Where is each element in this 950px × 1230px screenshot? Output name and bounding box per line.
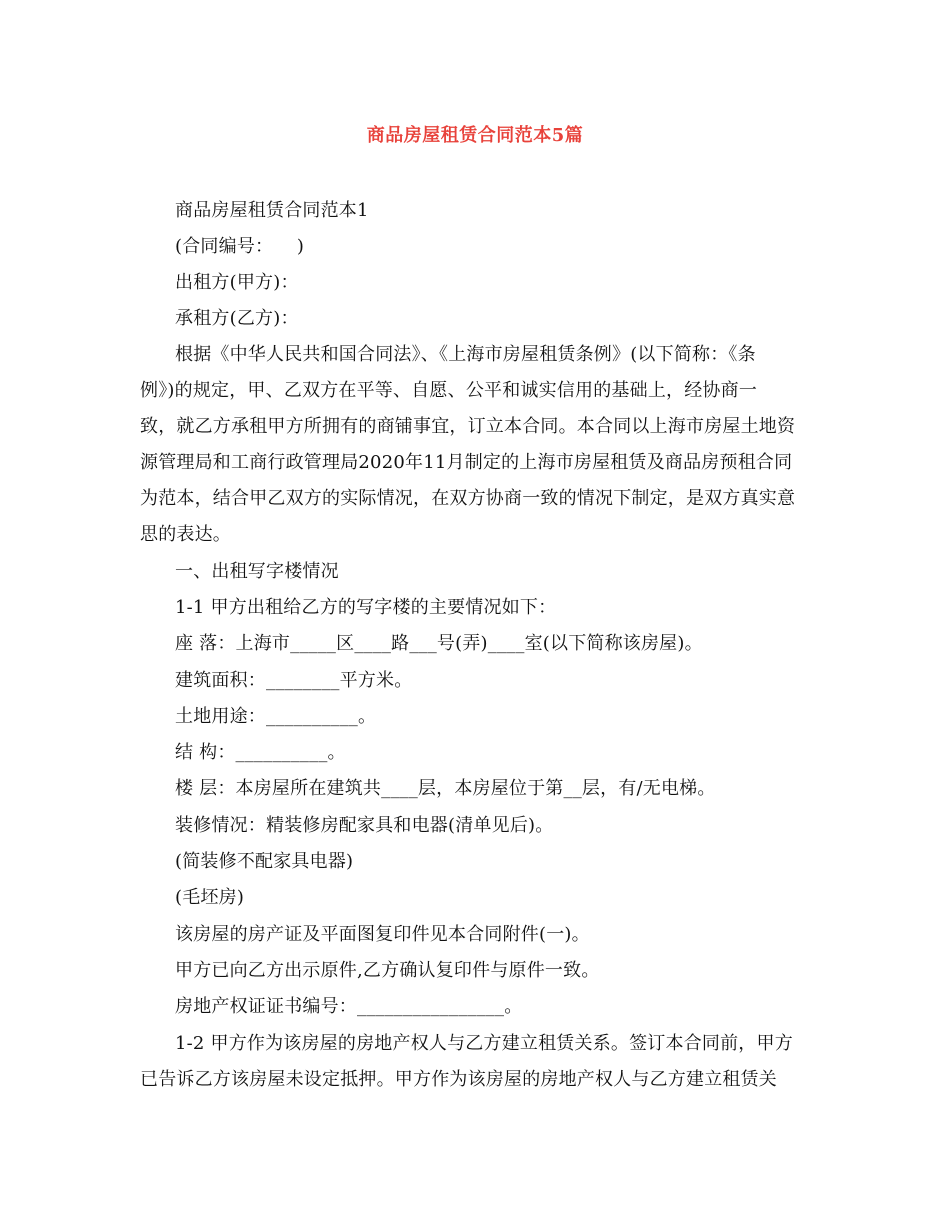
paragraph-line: 为范本，结合甲乙双方的实际情况，在双方协商一致的情况下制定，是双方真实意 [140, 488, 796, 509]
lessee-line: 承租方(乙方)： [175, 308, 299, 329]
location-line: 座 落：上海市_____区____路___号(弄)____室(以下简称该房屋)。 [175, 633, 703, 654]
paragraph-line: 致，就乙方承租甲方所拥有的商铺事宜，订立本合同。本合同以上海市房屋土地资 [140, 416, 796, 437]
paragraph-line: 源管理局和工商行政管理局2020年11月制定的上海市房屋租赁及商品房预租合同 [140, 452, 793, 473]
area-line: 建筑面积：________平方米。 [175, 670, 413, 691]
lessor-line: 出租方(甲方)： [175, 272, 299, 293]
land-use-line: 土地用途：__________。 [175, 706, 377, 727]
clause-line: 1-1 甲方出租给乙方的写字楼的主要情况如下： [175, 597, 557, 618]
clause-line: 已告诉乙方该房屋未设定抵押。甲方作为该房屋的房地产权人与乙方建立租赁关 [140, 1069, 777, 1090]
decoration-line: 装修情况：精装修房配家具和电器(清单见后)。 [175, 815, 554, 836]
section-heading: 商品房屋租赁合同范本1 [175, 200, 369, 221]
paragraph-line: 根据《中华人民共和国合同法》、《上海市房屋租赁条例》(以下简称：《条 [175, 344, 756, 365]
attachment-line: 该房屋的房产证及平面图复印件见本合同附件(一)。 [175, 924, 590, 945]
certificate-line: 房地产权证证书编号：________________。 [175, 996, 523, 1017]
floor-line: 楼 层：本房屋所在建筑共____层，本房屋位于第__层，有/无电梯。 [175, 778, 716, 799]
decoration-option: (简装修不配家具电器) [175, 851, 354, 872]
paragraph-line: 例》)的规定，甲、乙双方在平等、自愿、公平和诚实信用的基础上，经协商一 [140, 380, 758, 401]
clause-heading: 一、出租写字楼情况 [175, 561, 339, 582]
paragraph-line: 思的表达。 [140, 524, 231, 545]
structure-line: 结 构：__________。 [175, 742, 346, 763]
decoration-option: (毛坯房) [175, 887, 245, 908]
original-confirm-line: 甲方已向乙方出示原件,乙方确认复印件与原件一致。 [175, 960, 600, 981]
clause-line: 1-2 甲方作为该房屋的房地产权人与乙方建立租赁关系。签订本合同前，甲方 [175, 1033, 793, 1054]
contract-number-line: (合同编号： ) [175, 236, 305, 257]
document-title: 商品房屋租赁合同范本5篇 [366, 125, 584, 146]
